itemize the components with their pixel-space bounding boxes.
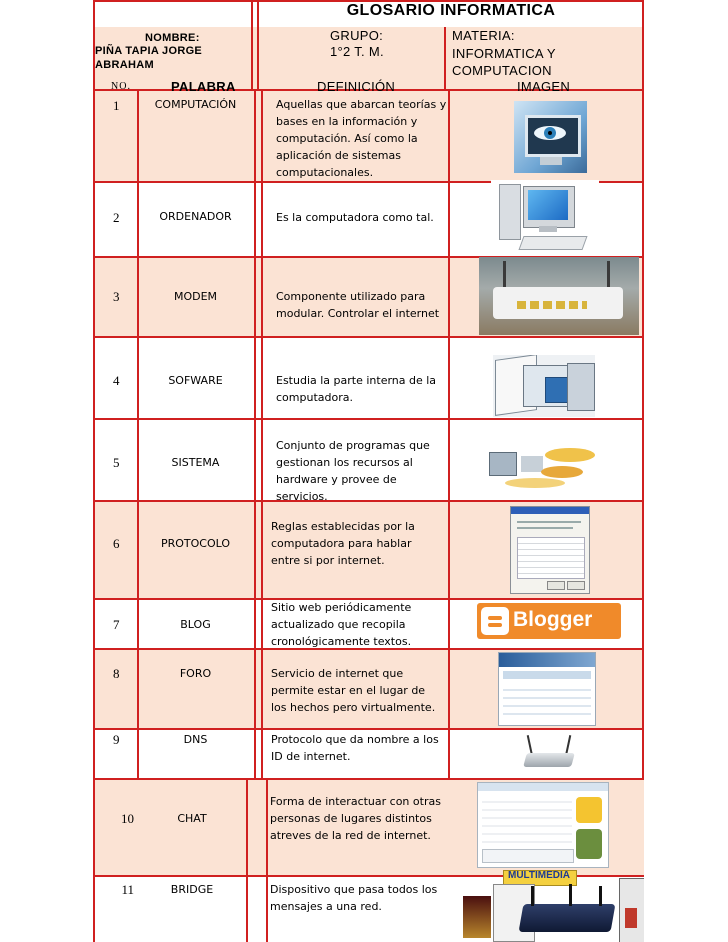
entry-number: 6 xyxy=(113,536,120,551)
materia-value: INFORMATICA Y COMPUTACION xyxy=(452,46,556,78)
page-title: GLOSARIO INFORMATICA xyxy=(346,2,556,19)
software-windows-image xyxy=(493,355,595,417)
entry-definition: Componente utilizado para modular. Controlar el internet xyxy=(276,290,440,320)
grupo-value: 1°2 T. M. xyxy=(330,44,384,59)
eye-monitor-image xyxy=(514,101,587,173)
entry-number: 7 xyxy=(113,617,120,632)
entry-word: ORDENADOR xyxy=(159,210,232,223)
entry-word: SISTEMA xyxy=(171,456,220,469)
entry-word: BLOG xyxy=(180,618,211,631)
bridge-collage-image xyxy=(459,868,644,942)
entry-number: 8 xyxy=(113,666,120,681)
col-header-no: NO. xyxy=(111,81,131,92)
entry-definition: Conjunto de programas que gestionan los recursos al hardware y provee de servicios. xyxy=(276,439,430,503)
entry-definition: Servicio de internet que permite estar en el lugar de los hechos pero virtualmente. xyxy=(271,667,436,714)
entry-definition: Protocolo que da nombre a los ID de internet. xyxy=(271,733,439,763)
entry-number: 1 xyxy=(113,98,120,113)
materia-label: MATERIA: xyxy=(452,28,515,43)
desktop-computer-image xyxy=(491,180,599,254)
entry-number: 2 xyxy=(113,210,120,225)
col-header-imagen: IMAGEN xyxy=(517,79,571,94)
entry-definition: Sitio web periódicamente actualizado que recopila cronológicamente textos. xyxy=(271,601,412,648)
entry-number: 10 xyxy=(121,811,134,826)
glossary-sheet xyxy=(93,0,644,942)
entry-number: 4 xyxy=(113,373,120,388)
entry-definition: Forma de interactuar con otras personas de lugares distintos atreves de la red de internet. xyxy=(270,795,441,842)
entry-word: PROTOCOLO xyxy=(160,537,231,550)
entry-word: FORO xyxy=(179,667,212,680)
entry-definition: Estudia la parte interna de la computadora. xyxy=(276,374,437,404)
protocol-dialog-image xyxy=(510,506,590,594)
chat-window-image xyxy=(477,782,609,868)
col-header-definicion: DEFINICIÓN xyxy=(317,79,396,94)
system-diagram-image xyxy=(485,438,603,492)
nombre-label: NOMBRE: xyxy=(145,32,200,44)
entry-definition: Es la computadora como tal. xyxy=(276,211,434,224)
blogger-logo-image xyxy=(477,603,621,639)
entry-number: 3 xyxy=(113,289,120,304)
entry-word: BRIDGE xyxy=(170,883,214,896)
multimedia-sign: MULTIMEDIA xyxy=(508,870,571,881)
col-header-palabra: PALABRA xyxy=(171,79,236,94)
entry-word: CHAT xyxy=(177,812,207,825)
student-name: PIÑA TAPIA JORGE ABRAHAM xyxy=(95,45,203,71)
forum-page-image xyxy=(498,652,596,726)
blogger-wordmark: Blogger xyxy=(513,608,593,631)
entry-number: 9 xyxy=(113,732,120,747)
grupo-label: GRUPO: xyxy=(330,28,384,43)
entry-number: 5 xyxy=(113,455,120,470)
entry-word: MODEM xyxy=(173,290,218,303)
entry-number: 11 xyxy=(121,882,134,897)
entry-definition: Aquellas que abarcan teorías y bases en la información y computación. Así como la aplicación de sistemas computacionales. xyxy=(276,98,447,179)
entry-definition: Dispositivo que pasa todos los mensajes a una red. xyxy=(270,883,438,913)
entry-word: DNS xyxy=(183,733,208,746)
modem-device-image xyxy=(479,257,639,335)
entry-word: COMPUTACIÓN xyxy=(154,98,237,111)
router-antennas-image xyxy=(521,733,579,775)
entry-definition: Reglas establecidas por la computadora para hablar entre si por internet. xyxy=(271,520,415,567)
entry-word: SOFWARE xyxy=(168,374,223,387)
